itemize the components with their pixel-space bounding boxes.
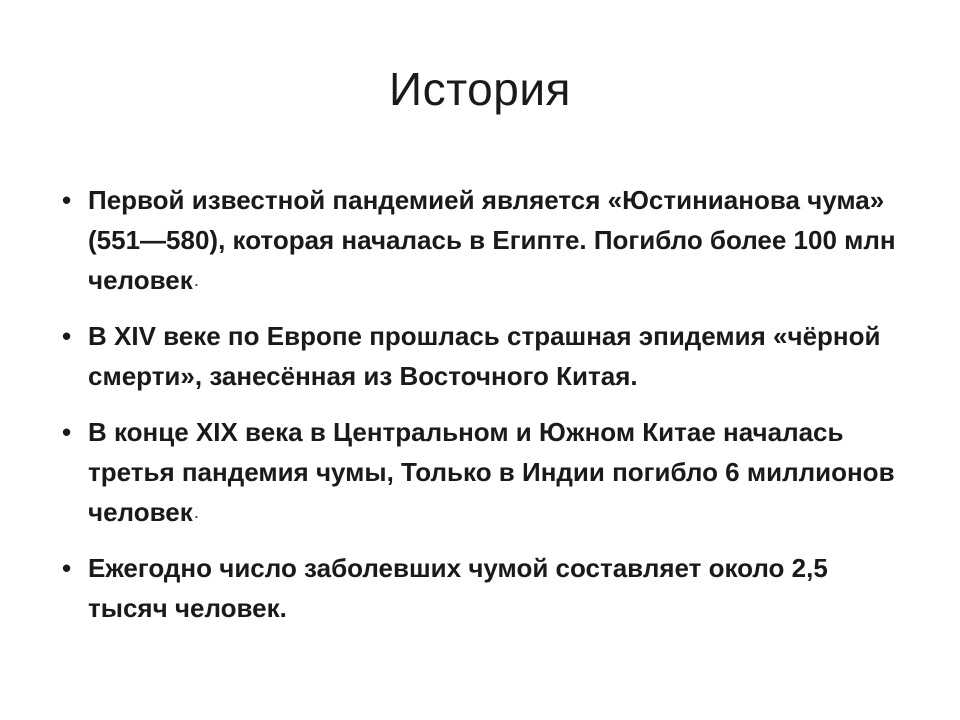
bullet-text: В конце XIX века в Центральном и Южном Китае началась третья пандемия чумы, Только в Индии погибло 6 миллионов человек xyxy=(88,417,895,528)
bullet-item-2 xyxy=(62,316,902,398)
bullet-item-3 xyxy=(62,412,902,534)
bullet-list xyxy=(62,180,902,645)
bullet-item-4 xyxy=(62,548,902,630)
bullet-icon: • xyxy=(62,417,72,448)
bullet-icon: • xyxy=(62,185,72,215)
bullet-suffix: . xyxy=(194,507,199,522)
bullet-icon: • xyxy=(62,553,72,584)
bullet-text: Ежегодно число заболевших чумой составляет около 2,5 тысяч человек. xyxy=(88,553,828,624)
slide-title: История xyxy=(389,63,571,115)
bullet-item-1 xyxy=(62,180,902,302)
bullet-text: Первой известной пандемией является «Юстинианова чума» (551—580), которая началась в Египте. Погибло более 100 млн человек xyxy=(88,185,896,295)
bullet-suffix: . xyxy=(194,275,199,290)
bullet-text: В XIV веке по Европе прошлась страшная эпидемия «чёрной смерти», занесённая из Восточного Китая. xyxy=(88,321,881,392)
bullet-icon: • xyxy=(62,321,72,352)
